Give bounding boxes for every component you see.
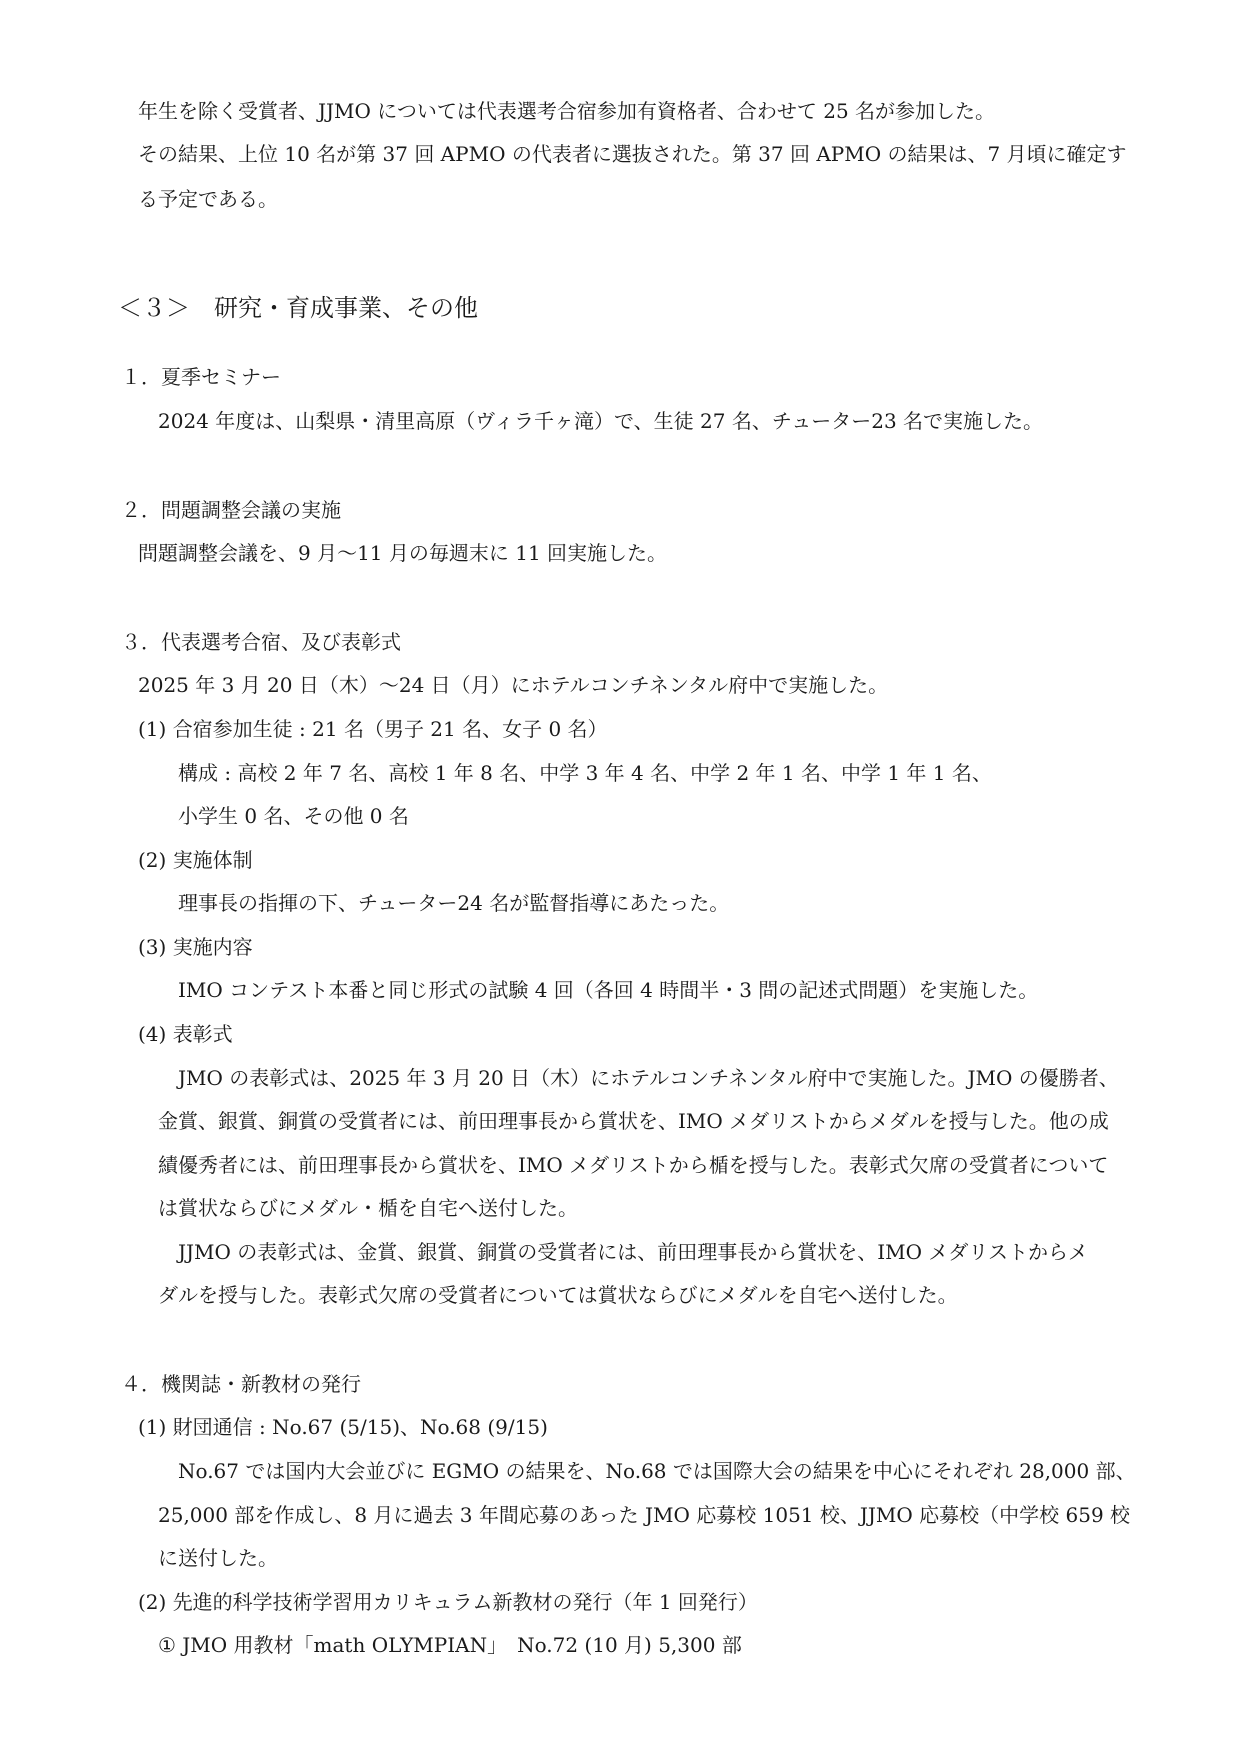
intro-line-3: る予定である。: [138, 187, 278, 211]
item-3-sub1-line-2: 小学生 0 名、その他 0 名: [178, 804, 409, 828]
item-2-text: 問題調整会議を、9 月～11 月の毎週末に 11 回実施した。: [138, 541, 668, 565]
item-3-sub3-text: IMO コンテスト本番と同じ形式の試験 4 回（各回 4 時間半・3 問の記述式問題）を実施した。: [178, 978, 1039, 1002]
item-3-sub4-para2-line-1: JJMO の表彰式は、金賞、銀賞、銅賞の受賞者には、前田理事長から賞状を、IMO メダリストからメ: [178, 1240, 1088, 1264]
item-3-text: 2025 年 3 月 20 日（木）～24 日（月）にホテルコンチネンタル府中で実施した。: [138, 673, 889, 697]
intro-line-2: その結果、上位 10 名が第 37 回 APMO の代表者に選抜された。第 37 回 APMO の結果は、7 月頃に確定す: [138, 142, 1127, 166]
item-4-sub1-line-1: No.67 では国内大会並びに EGMO の結果を、No.68 では国際大会の結果を中心にそれぞれ 28,000 部、: [178, 1459, 1136, 1483]
item-4-heading: ４．機関誌・新教材の発行: [121, 1372, 361, 1396]
item-3-sub4-para1-line-1: JMO の表彰式は、2025 年 3 月 20 日（木）にホテルコンチネンタル府中で実施した。JMO の優勝者、: [178, 1066, 1119, 1090]
item-3-sub3-heading: (3) 実施内容: [138, 935, 253, 959]
item-3-sub4-heading: (4) 表彰式: [138, 1022, 233, 1046]
item-4-sub2-heading: (2) 先進的科学技術学習用カリキュラム新教材の発行（年 1 回発行）: [138, 1590, 758, 1614]
item-4-sub1-line-2: 25,000 部を作成し、8 月に過去 3 年間応募のあった JMO 応募校 1051 校、JJMO 応募校（中学校 659 校: [158, 1503, 1131, 1527]
item-3-heading: ３．代表選考合宿、及び表彰式: [121, 630, 401, 654]
item-3-sub2-heading: (2) 実施体制: [138, 848, 253, 872]
item-3-sub1-heading: (1) 合宿参加生徒 : 21 名（男子 21 名、女子 0 名）: [138, 717, 608, 741]
item-3-sub4-para1-line-4: は賞状ならびにメダル・楯を自宅へ送付した。: [158, 1196, 578, 1220]
item-3-sub2-text: 理事長の指揮の下、チューター24 名が監督指導にあたった。: [178, 891, 730, 915]
intro-line-1: 年生を除く受賞者、JJMO については代表選考合宿参加有資格者、合わせて 25 名が参加した。: [138, 99, 996, 123]
item-1-text: 2024 年度は、山梨県・清里高原（ヴィラ千ヶ滝）で、生徒 27 名、チューター23 名で実施した。: [158, 409, 1044, 433]
section-3-heading: ＜３＞ 研究・育成事業、その他: [118, 294, 478, 322]
item-3-sub4-para1-line-3: 績優秀者には、前田理事長から賞状を、IMO メダリストから楯を授与した。表彰式欠席の受賞者について: [158, 1153, 1109, 1177]
item-4-sub1-heading: (1) 財団通信 : No.67 (5/15)、No.68 (9/15): [138, 1415, 548, 1439]
item-3-sub4-para2-line-2: ダルを授与した。表彰式欠席の受賞者については賞状ならびにメダルを自宅へ送付した。: [158, 1283, 958, 1307]
item-4-sub1-line-3: に送付した。: [158, 1546, 278, 1570]
item-2-heading: ２．問題調整会議の実施: [121, 498, 341, 522]
item-3-sub4-para1-line-2: 金賞、銀賞、銅賞の受賞者には、前田理事長から賞状を、IMO メダリストからメダルを授与した。他の成: [158, 1109, 1109, 1133]
item-3-sub1-line-1: 構成 : 高校 2 年 7 名、高校 1 年 8 名、中学 3 年 4 名、中学 2 年 1 名、中学 1 年 1 名、: [178, 761, 992, 785]
item-1-heading: １．夏季セミナー: [121, 365, 281, 389]
item-4-sub2-item-1: ① JMO 用教材「math OLYMPIAN」 No.72 (10 月) 5,300 部: [158, 1633, 742, 1657]
